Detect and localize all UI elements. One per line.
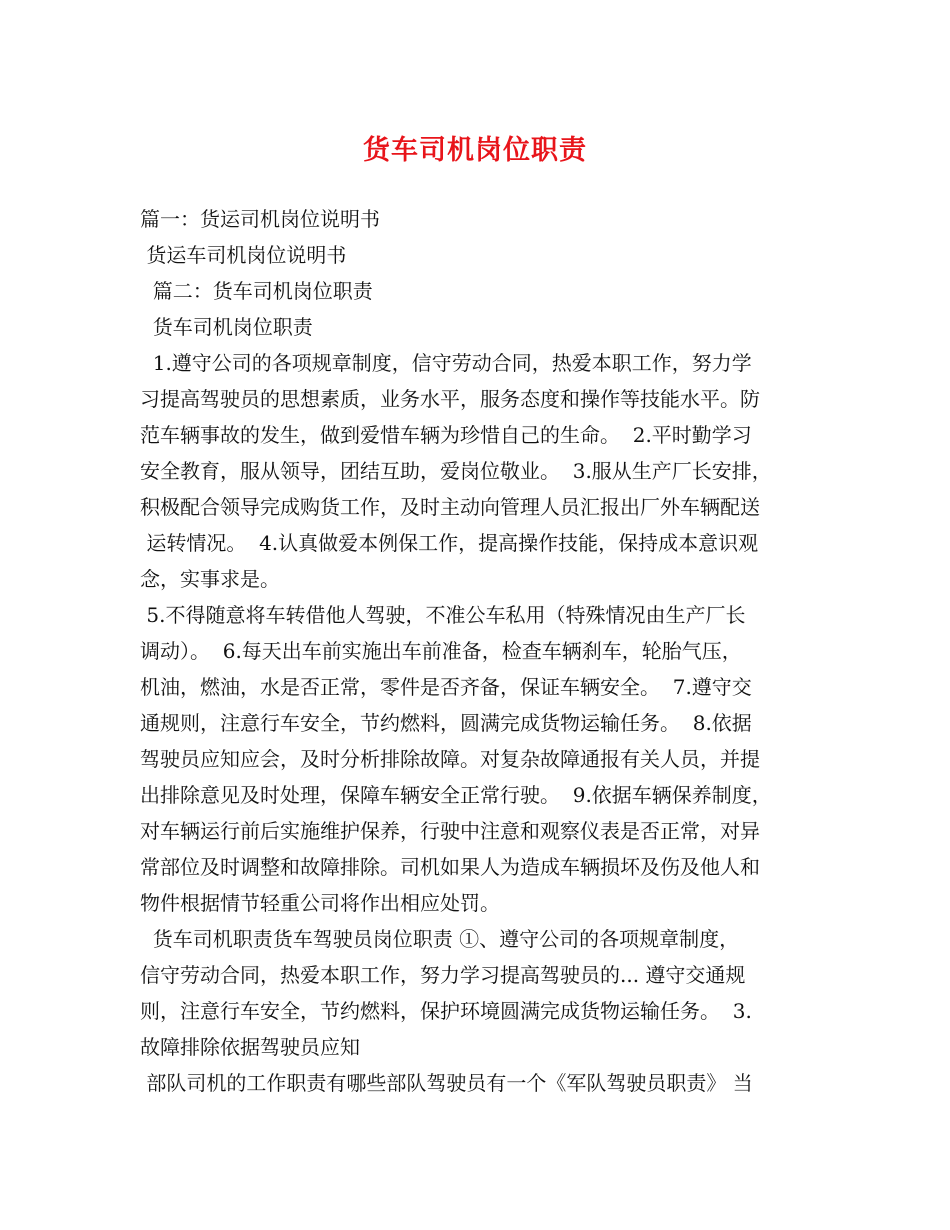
text-line: 驾驶员应知应会，及时分析排除故障。对复杂故障通报有关人员，并提 [140,747,760,771]
text-line: 运转情况。 4.认真做爱本例保工作，提高操作技能，保持成本意识观 [140,531,759,555]
text-line: 念，实事求是。 [140,567,280,591]
text-line: 信守劳动合同，热爱本职工作，努力学习提高驾驶员的... 遵守交通规 [140,963,746,987]
text-line: 货运车司机岗位说明书 [140,243,347,267]
text-line: 故障排除依据驾驶员应知 [140,1035,360,1059]
text-line: 货车司机职责货车驾驶员岗位职责 ①、遵守公司的各项规章制度， [140,927,740,951]
text-line: 物件根据情节轻重公司将作出相应处罚。 [140,891,500,915]
text-line: 篇一：货运司机岗位说明书 [140,207,380,231]
text-line: 常部位及时调整和故障排除。司机如果人为造成车辆损坏及伤及他人和 [140,855,760,879]
text-line: 则，注意行车安全，节约燃料，保护环境圆满完成货物运输任务。 3. [140,999,752,1023]
document-title: 货车司机岗位职责 [363,135,587,166]
text-line: 篇二：货车司机岗位职责 [140,279,373,303]
text-line: 范车辆事故的发生，做到爱惜车辆为珍惜自己的生命。 2.平时勤学习 [140,423,752,447]
text-line: 5.不得随意将车转借他人驾驶，不准公车私用（特殊情况由生产厂长 [140,603,746,627]
text-line: 调动）。 6.每天出车前实施出车前准备，检查车辆刹车，轮胎气压， [140,639,742,663]
text-line: 货车司机岗位职责 [140,315,313,339]
text-line: 安全教育，服从领导，团结互助，爱岗位敬业。 3.服从生产厂长安排， [140,459,772,483]
text-line: 1.遵守公司的各项规章制度，信守劳动合同，热爱本职工作，努力学 [140,351,752,375]
text-line: 机油，燃油，水是否正常，零件是否齐备，保证车辆安全。 7.遵守交 [140,675,752,699]
text-line: 对车辆运行前后实施维护保养，行驶中注意和观察仪表是否正常，对异 [140,819,760,843]
text-line: 积极配合领导完成购货工作，及时主动向管理人员汇报出厂外车辆配送 [140,495,760,519]
text-line: 通规则，注意行车安全，节约燃料，圆满完成货物运输任务。 8.依据 [140,711,752,735]
text-line: 习提高驾驶员的思想素质，业务水平，服务态度和操作等技能水平。防 [140,387,760,411]
text-line: 出排除意见及时处理，保障车辆安全正常行驶。 9.依据车辆保养制度， [140,783,772,807]
text-line: 部队司机的工作职责有哪些部队驾驶员有一个《军队驾驶员职责》 当 [140,1071,753,1095]
